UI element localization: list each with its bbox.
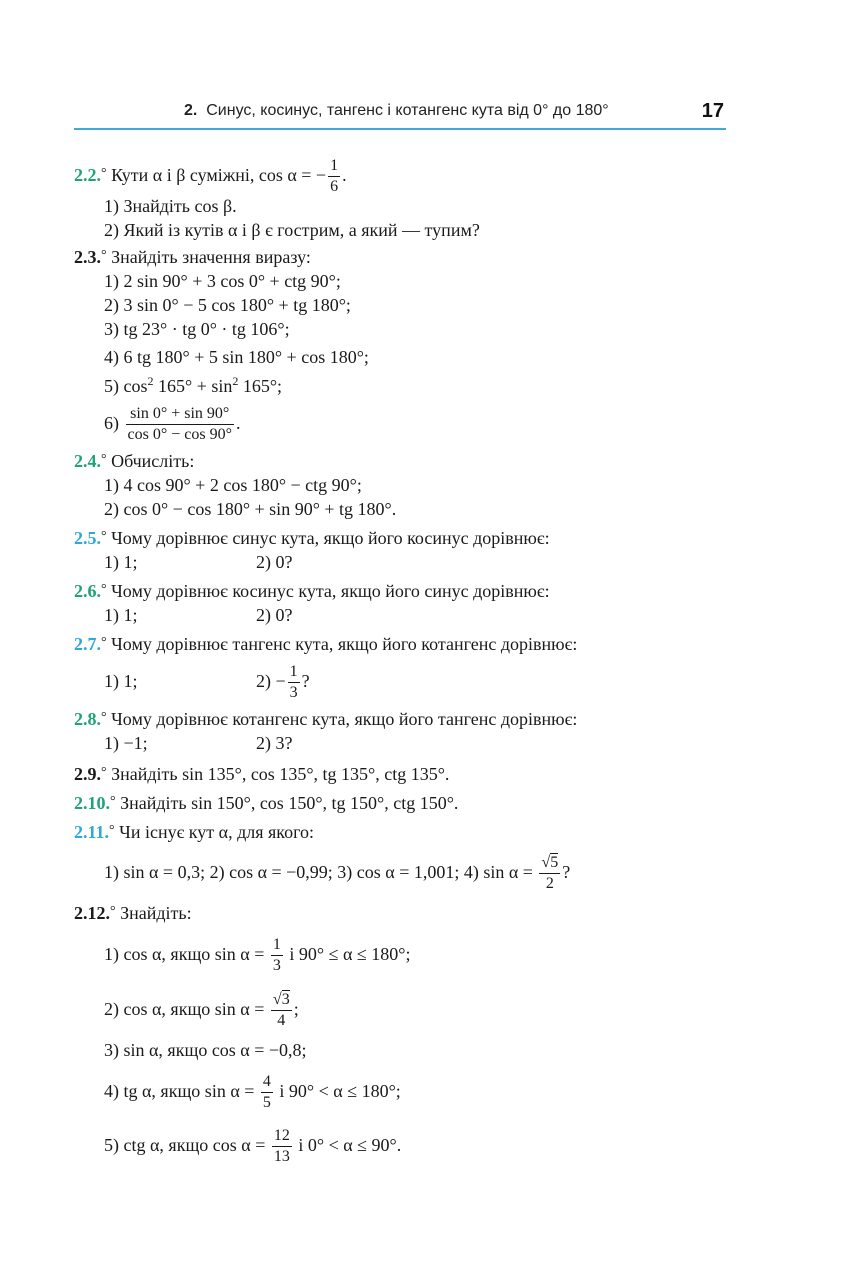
chapter-title: 2. Синус, косинус, тангенс і котангенс кута від 0° до 180°	[184, 102, 609, 119]
fraction: $\frac{12}{13}$	[273, 1127, 290, 1166]
list-item: 1) 2 sin 90° + 3 cos 0° + ctg 90°;	[104, 271, 341, 291]
exercise-2-10: 2.10.° Знайдіть sin 150°, cos 150°, tg 150°, ctg 150°.	[74, 793, 459, 813]
exercise-2-9: 2.9.° Знайдіть sin 135°, cos 135°, tg 135°, ctg 135°.	[74, 764, 450, 784]
list-item: 5) $\cos^2 165^\circ + \sin^2 165^\circ$;	[104, 374, 283, 396]
list-item: 3) tg 23° · tg 0° · tg 106°;	[104, 319, 290, 339]
list-item: 1) Знайдіть cos β.	[104, 196, 237, 216]
exercise-2-11: 2.11.° Чи існує кут α, для якого:	[74, 822, 315, 842]
exercise-2-12: 2.12.° Знайдіть:	[74, 903, 192, 923]
exercise-2-2: 2.2.° Кути α і β суміжні, cos α = − $\frac{1}{6}$ .	[74, 157, 347, 196]
exercise-list	[74, 157, 734, 1173]
header-rule	[74, 128, 726, 130]
exercise-2-3: 2.3.° Знайдіть значення виразу:	[74, 247, 311, 267]
list-item: 2) 3 sin 0° − 5 cos 180° + tg 180°;	[104, 295, 351, 315]
page-number: 17	[701, 100, 724, 122]
fraction: $\frac{4}{5}$	[262, 1073, 271, 1112]
exercise-2-5: 2.5.° Чому дорівнює синус кута, якщо його косинус дорівнює:	[74, 528, 550, 548]
list-item: 2) cos α, якщо sin α = $\frac{√3}{4}$ ;	[104, 991, 299, 1030]
list-item: 2) cos 0° − cos 180° + sin 90° + tg 180°.	[104, 499, 397, 519]
exercise-2-8: 2.8.° Чому дорівнює котангенс кута, якщо його тангенс дорівнює:	[74, 709, 578, 729]
fraction: $\frac{\sin 0^\circ + \sin 90^\circ}{\cos 0^\circ - \cos 90^\circ}$	[127, 405, 232, 444]
list-item: 1) 4 cos 90° + 2 cos 180° − ctg 90°;	[104, 475, 362, 495]
answer-options: 1) 1; 2) − $\frac{1}{3}$ ?	[104, 663, 310, 702]
answer-options: 1) −1; 2) 3?	[104, 733, 293, 753]
exercise-2-7: 2.7.° Чому дорівнює тангенс кута, якщо його котангенс дорівнює:	[74, 634, 578, 654]
list-item: 3) sin α, якщо cos α = −0,8;	[104, 1040, 307, 1060]
exercise-2-6: 2.6.° Чому дорівнює косинус кута, якщо його синус дорівнює:	[74, 581, 550, 601]
fraction: $\frac{1}{3}$	[289, 663, 298, 702]
list-item: 1) cos α, якщо sin α = $\frac{1}{3}$ і 90° ≤ α ≤ 180°;	[104, 936, 411, 975]
fraction: $\frac{1}{6}$	[330, 157, 339, 196]
fraction: $\frac{√3}{4}$	[272, 991, 290, 1030]
list-item: 1) sin α = 0,3; 2) cos α = −0,99; 3) cos α = 1,001; 4) sin α = $\frac{√5}{2}$ ?	[104, 854, 571, 893]
list-item: 2) Який із кутів α і β є гострим, а який — тупим?	[104, 220, 480, 240]
fraction: $\frac{√5}{2}$	[541, 854, 559, 893]
page-header	[74, 100, 726, 130]
list-item: 4) 6 tg 180° + 5 sin 180° + cos 180°;	[104, 347, 369, 367]
fraction: $\frac{1}{3}$	[272, 936, 281, 975]
list-item: 5) ctg α, якщо cos α = $\frac{12}{13}$ і 0° < α ≤ 90°.	[104, 1127, 402, 1166]
list-item: 6) $\frac{\sin 0^\circ + \sin 90^\circ}{\cos 0^\circ - \cos 90^\circ}$ .	[104, 405, 241, 444]
list-item: 4) tg α, якщо sin α = $\frac{4}{5}$ і 90° < α ≤ 180°;	[104, 1073, 401, 1112]
answer-options: 1) 1; 2) 0?	[104, 605, 293, 625]
answer-options: 1) 1; 2) 0?	[104, 552, 293, 572]
exercise-2-4: 2.4.° Обчисліть:	[74, 451, 195, 471]
